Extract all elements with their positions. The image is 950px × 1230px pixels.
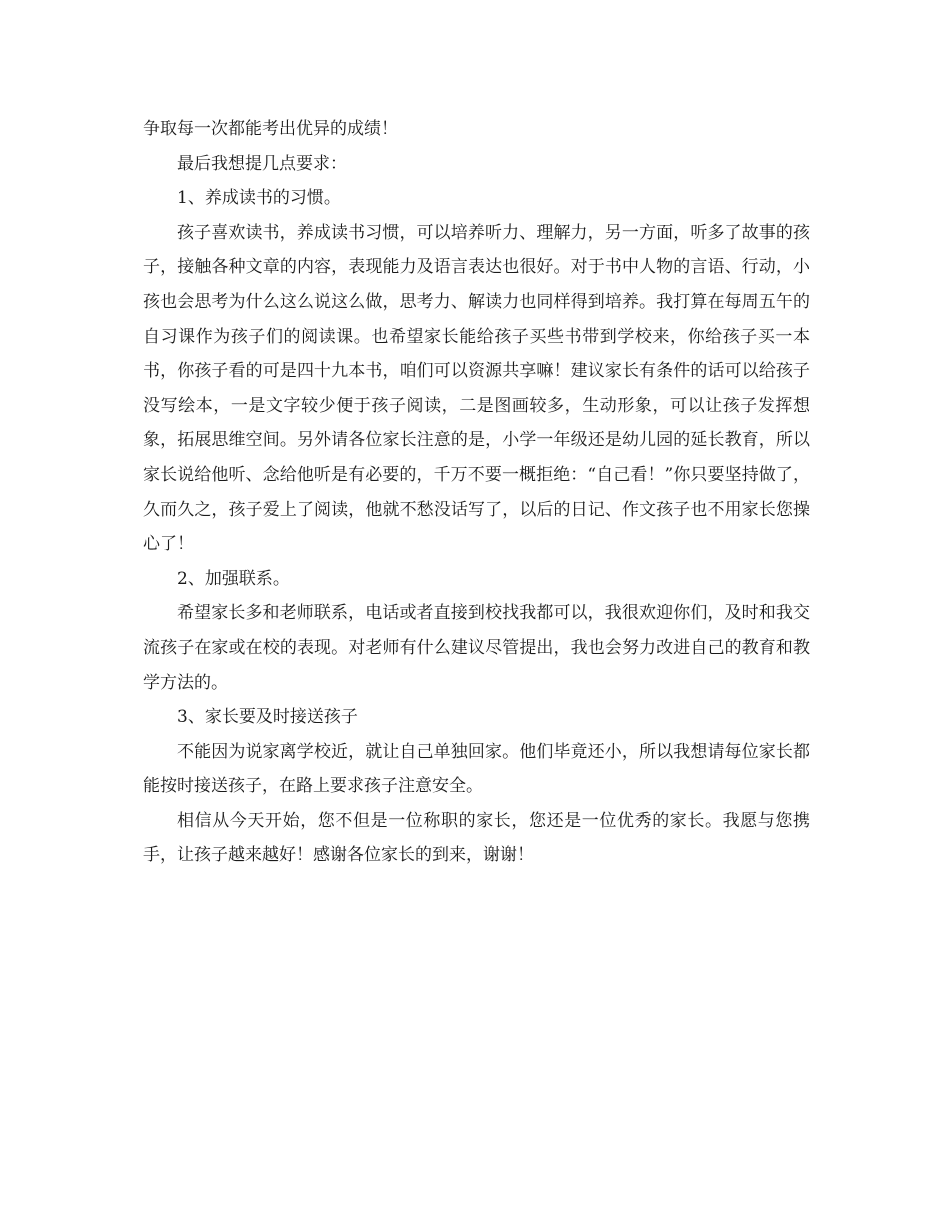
document-body <box>143 112 810 873</box>
heading-strengthen-contact: 2、加强联系。 <box>177 568 290 589</box>
paragraph-pickup: 不能因为说家离学校近，就让自己单独回家。他们毕竟还小，所以我想请每位家长都能按时接送孩子，在路上要求孩子注意安全。 <box>143 741 810 797</box>
heading-pickup: 3、家长要及时接送孩子 <box>177 707 358 728</box>
paragraph-continuation: 争取每一次都能考出优异的成绩！ <box>143 119 398 139</box>
paragraph-closing: 相信从今天开始，您不但是一位称职的家长，您还是一位优秀的家长。我愿与您携手，让孩子越来越好！感谢各位家长的到来，谢谢！ <box>143 810 810 866</box>
paragraph-strengthen-contact: 希望家长多和老师联系，电话或者直接到校找我都可以，我很欢迎你们，及时和我交流孩子在家或在校的表现。对老师有什么建议尽管提出，我也会努力改进自己的教育和教学方法的。 <box>143 603 810 693</box>
paragraph-requirements-intro: 最后我想提几点要求： <box>177 153 347 174</box>
paragraph-reading-habit: 孩子喜欢读书，养成读书习惯，可以培养听力、理解力，另一方面，听多了故事的孩子，接触各种文章的内容，表现能力及语言表达也很好。对于书中人物的言语、行动，小孩也会思考为什么这么说这么做，思考力、解读力也同样得到培养。我打算在每周五午的自习课作为孩子们的阅读课。也希望家长能给孩子买些书带到学校来，你给孩子买一本书，你孩子看的可是四十九本书，咱们可以资源共享嘛！建议家长有条件的话可以给孩子没写绘本，一是文字较少便于孩子阅读，二是图画较多，生动形象，可以让孩子发挥想象，拓展思维空间。另外请各位家长注意的是，小学一年级还是幼儿园的延长教育，所以家长说给他听、念给他听是有必要的，千万不要一概拒绝：“自己看！”你只要坚持做了，久而久之，孩子爱上了阅读，他就不愁没话写了，以后的日记、作文孩子也不用家长您操心了！ <box>143 222 810 555</box>
heading-reading-habit: 1、养成读书的习惯。 <box>177 188 341 209</box>
